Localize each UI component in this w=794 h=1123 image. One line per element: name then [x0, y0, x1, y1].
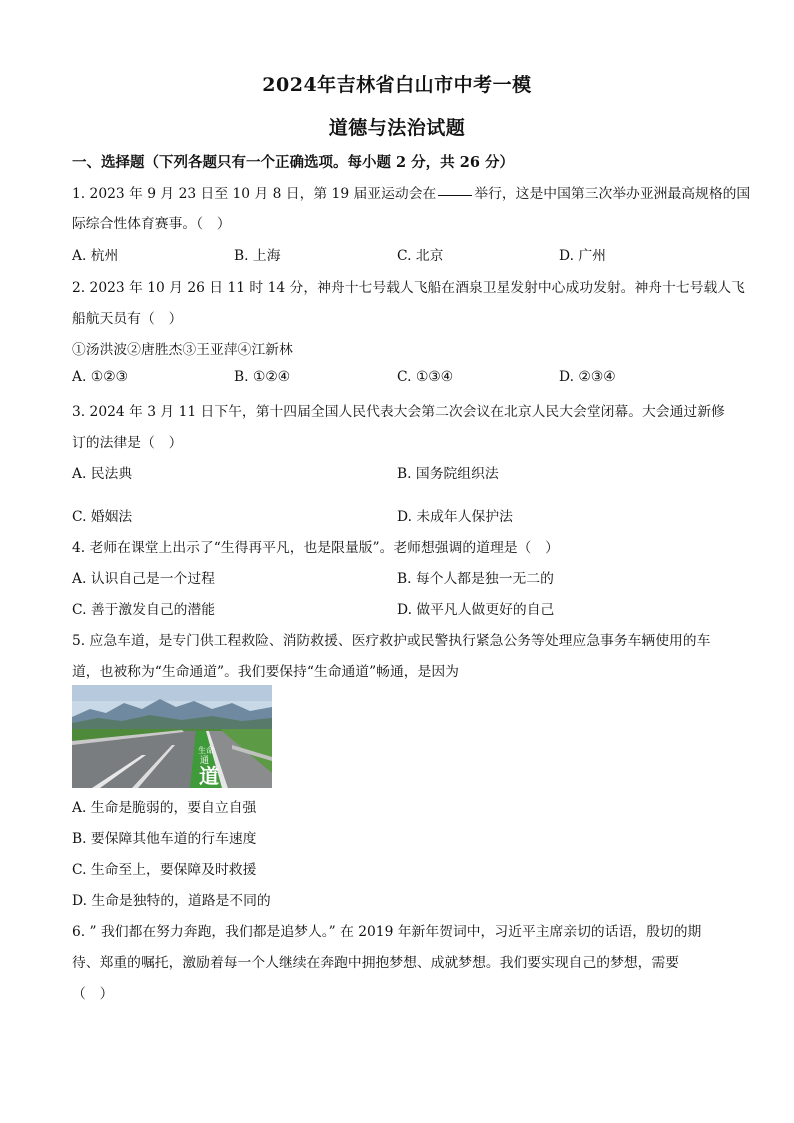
q2-stem-line1: 2. 2023 年 10 月 26 日 11 时 14 分，神舟十七号载人飞船在酒泉卫星发射中心成功发射。神舟十七号载人飞 — [72, 280, 745, 296]
q3-stem-line1: 3. 2024 年 3 月 11 日下午，第十四届全国人民代表大会第二次会议在北京人民大会堂闭幕。大会通过新修 — [72, 404, 725, 420]
emergency-lane-photo — [72, 685, 272, 788]
photo-lane-text-big: 道 — [199, 764, 219, 788]
q3-option-d: D. 未成年人保护法 — [397, 509, 513, 525]
q4-option-a: A. 认识自己是一个过程 — [72, 571, 215, 587]
q1-stem-line2: 际综合性体育赛事。（ ） — [72, 216, 231, 232]
q2-items: ①汤洪波②唐胜杰③王亚萍④江新林 — [72, 342, 293, 358]
q5-option-b: B. 要保障其他车道的行车速度 — [72, 831, 257, 847]
q3-stem-line2: 订的法律是（ ） — [72, 435, 183, 451]
q5-stem-line2: 道，也被称为“生命通道”。我们要保持“生命通道”畅通，是因为 — [72, 664, 459, 680]
q5-stem-line1: 5. 应急车道，是专门供工程救险、消防救援、医疗救护或民警执行紧急公务等处理应急事务车辆使用的车 — [72, 633, 711, 649]
q4-option-b: B. 每个人都是独一无二的 — [397, 571, 554, 587]
photo-lane-text-small2: 通 — [200, 756, 210, 766]
exam-subtitle: 道德与法治试题 — [328, 117, 466, 139]
q6-stem-line1: 6. ” 我们都在努力奔跑，我们都是追梦人。” 在 2019 年新年贺词中，习近平主席亲切的话语，殷切的期 — [72, 924, 702, 940]
q4-option-c: C. 善于激发自己的潜能 — [72, 602, 216, 618]
q1-option-a: A. 杭州 — [72, 248, 119, 264]
q1-option-b: B. 上海 — [234, 248, 281, 264]
q2-option-b: B. ①②④ — [234, 369, 291, 385]
q5-option-c: C. 生命至上，要保障及时救援 — [72, 862, 257, 878]
q4-option-d: D. 做平凡人做更好的自己 — [397, 602, 555, 618]
q5-option-a: A. 生命是脆弱的，要自立自强 — [72, 800, 257, 816]
q3-option-c: C. 婚姻法 — [72, 509, 133, 525]
q5-option-d: D. 生命是独特的，道路是不同的 — [72, 893, 271, 909]
photo-lane-text-small: 生命 — [198, 746, 214, 755]
q3-option-b: B. 国务院组织法 — [397, 466, 499, 482]
q2-option-a: A. ①②③ — [72, 369, 128, 385]
q1-stem-part2: 举行，这是中国第三次举办亚洲最高规格的国 — [474, 186, 751, 202]
q1-option-d: D. 广州 — [559, 248, 606, 264]
q2-option-d: D. ②③④ — [559, 369, 616, 385]
q3-option-a: A. 民法典 — [72, 466, 133, 482]
q1-blank — [438, 195, 472, 196]
q2-stem-line2: 船航天员有（ ） — [72, 311, 183, 327]
q1-stem-line1 — [72, 182, 750, 202]
exam-title: 2024年吉林省白山市中考一模 — [262, 74, 532, 96]
q6-stem-line3: （ ） — [72, 986, 114, 1002]
section-header: 一、选择题（下列各题只有一个正确选项。每小题 2 分，共 26 分） — [72, 154, 514, 171]
q1-stem-part1: 1. 2023 年 9 月 23 日至 10 月 8 日，第 19 届亚运动会在 — [72, 186, 437, 202]
q4-stem: 4. 老师在课堂上出示了“生得再平凡，也是限量版”。老师想强调的道理是（ ） — [72, 540, 559, 556]
q6-stem-line2: 待、郑重的嘱托，激励着每一个人继续在奔跑中拥抱梦想、成就梦想。我们要实现自己的梦想，需要 — [72, 955, 680, 971]
q1-option-c: C. 北京 — [397, 248, 444, 264]
q2-option-c: C. ①③④ — [397, 369, 453, 385]
